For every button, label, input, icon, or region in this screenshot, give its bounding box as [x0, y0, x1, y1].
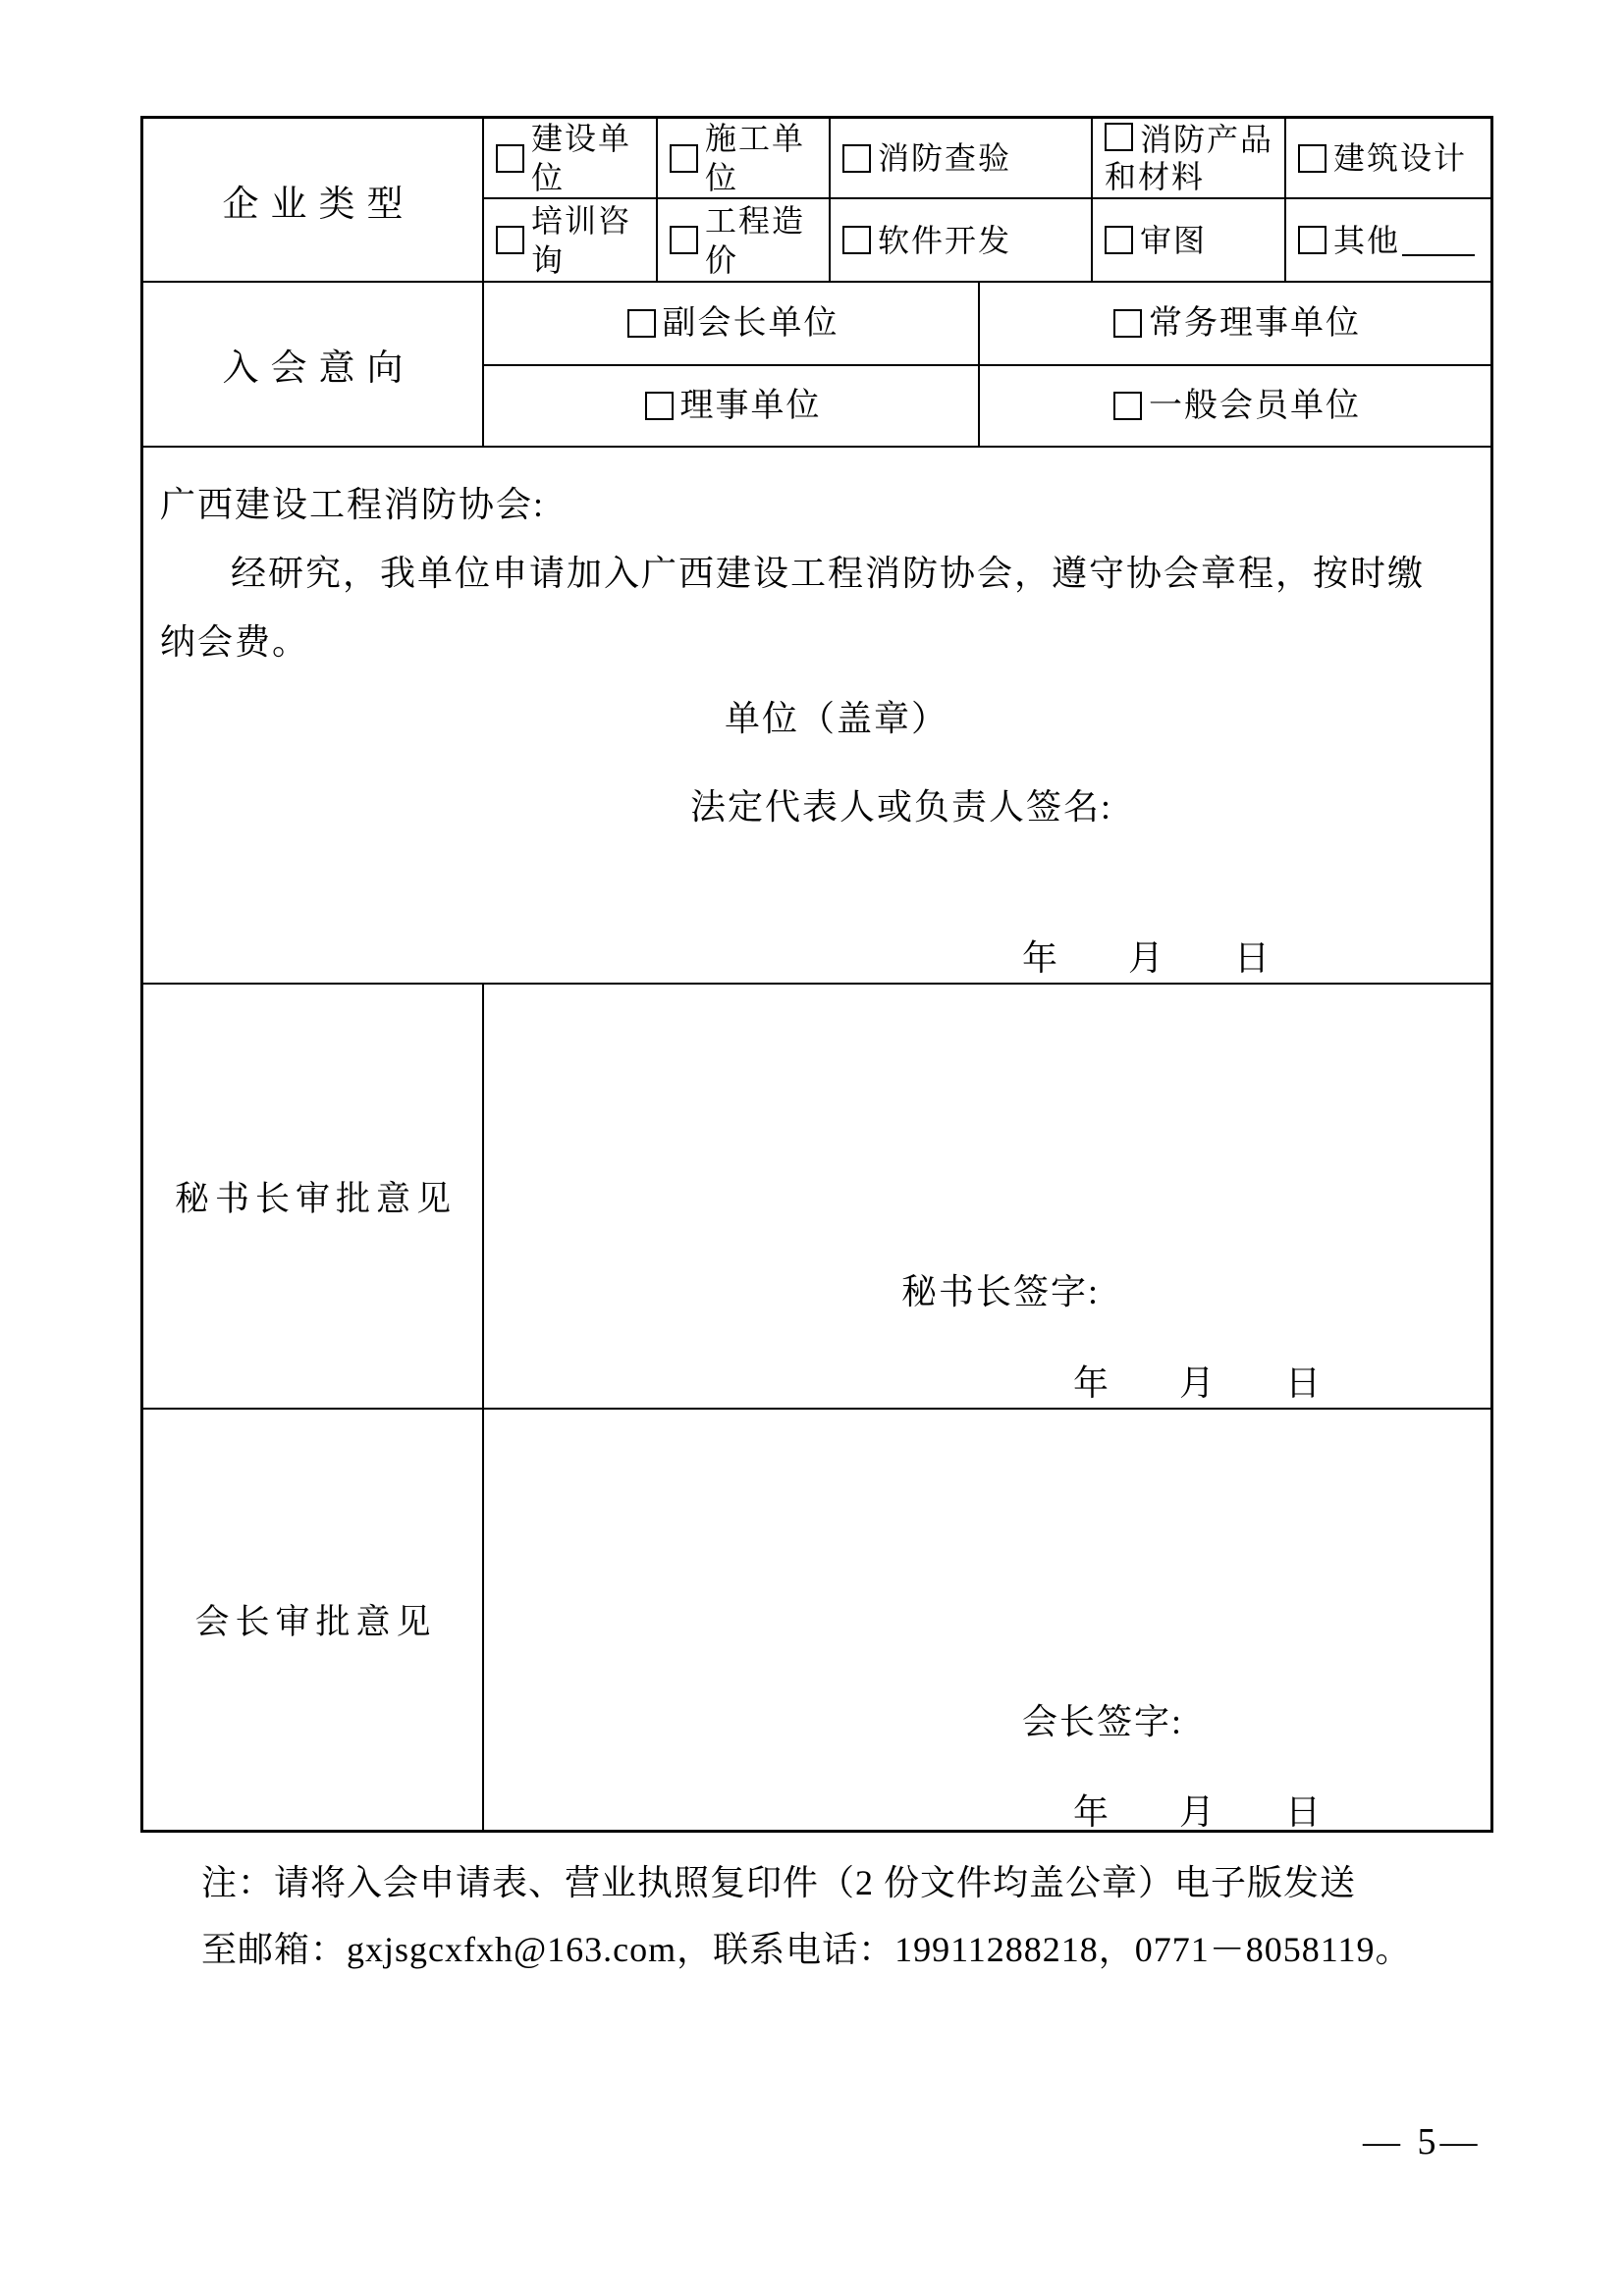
- note-line-2: 至邮箱：gxjsgcxfxh@163.com，联系电话：19911288218，0771－8058119。: [201, 1930, 1412, 1969]
- option-label: 常务理事单位: [1149, 304, 1361, 342]
- president-approval-header: [143, 1410, 484, 1830]
- enterprise-type-option-drawing-review: [1093, 199, 1286, 283]
- month-label: 月: [1179, 1792, 1216, 1830]
- secretary-approval-cell: [484, 985, 1490, 1410]
- option-label: 一般会员单位: [1149, 387, 1361, 424]
- checkbox-icon: [496, 226, 524, 254]
- enterprise-type-option-other: [1286, 199, 1490, 283]
- intent-option-executive-director-unit: [980, 283, 1490, 366]
- intent-option-general-member-unit: [980, 366, 1490, 448]
- checkbox-icon: [1298, 144, 1326, 173]
- day-label: 日: [1285, 1792, 1322, 1830]
- enterprise-type-option-fire-inspection: [831, 119, 1093, 199]
- day-label: 日: [1285, 1363, 1322, 1403]
- month-label: 月: [1128, 938, 1164, 978]
- enterprise-type-option-contractor: [658, 119, 831, 199]
- president-sign-label: 会长签字:: [1022, 1702, 1184, 1741]
- president-date-line: [1073, 1785, 1321, 1830]
- enterprise-type-option-architectural-design: [1286, 119, 1490, 199]
- checkbox-icon: [842, 144, 871, 173]
- secretary-approval-label: 秘书长审批意见: [174, 1179, 457, 1218]
- enterprise-type-option-construction: [484, 119, 658, 199]
- statement-body-line1: 经研究，我单位申请加入广西建设工程消防协会，遵守协会章程，按时缴: [231, 554, 1426, 593]
- statement-body-line2: 纳会费。: [160, 622, 310, 662]
- secretary-date-line: [1073, 1356, 1321, 1406]
- enterprise-type-option-software: [831, 199, 1093, 283]
- president-approval-label: 会长审批意见: [194, 1603, 437, 1641]
- checkbox-icon: [645, 392, 674, 420]
- month-label: 月: [1179, 1363, 1216, 1403]
- checkbox-icon: [670, 226, 698, 254]
- legal-representative-sign-label: 法定代表人或负责人签名:: [690, 787, 1113, 827]
- option-label: 消防查验: [878, 140, 1012, 176]
- application-statement-cell: [143, 448, 1490, 985]
- option-label: 副会长单位: [662, 304, 839, 342]
- enterprise-type-label: 企业类型: [222, 184, 415, 225]
- option-label: 工程造价: [705, 202, 806, 278]
- enterprise-type-option-fire-products: [1093, 119, 1286, 199]
- option-label: 软件开发: [878, 222, 1012, 258]
- blank-line: [1402, 225, 1475, 256]
- year-label: 年: [1022, 938, 1058, 978]
- application-date-line: [1022, 931, 1270, 981]
- checkbox-icon: [842, 226, 871, 254]
- secretary-approval-header: [143, 985, 484, 1410]
- option-label: 审图: [1140, 222, 1208, 258]
- checkbox-icon: [1298, 226, 1326, 254]
- option-label: 建筑设计: [1333, 140, 1468, 176]
- checkbox-icon: [627, 309, 656, 338]
- day-label: 日: [1234, 938, 1271, 978]
- note-line-1: 注：请将入会申请表、营业执照复印件（2 份文件均盖公章）电子版发送: [201, 1863, 1357, 1902]
- membership-intent-label: 入会意向: [222, 348, 415, 389]
- option-label: 施工单位: [705, 121, 806, 195]
- year-label: 年: [1073, 1792, 1110, 1830]
- checkbox-icon: [496, 144, 524, 173]
- option-label: 理事单位: [679, 387, 822, 424]
- checkbox-icon: [670, 144, 698, 173]
- unit-seal-label: 单位（盖章）: [725, 699, 949, 738]
- membership-application-table: [140, 116, 1493, 1833]
- intent-option-director-unit: [484, 366, 980, 448]
- secretary-sign-label: 秘书长签字:: [901, 1272, 1101, 1311]
- checkbox-icon: [1113, 392, 1142, 420]
- statement-salutation: 广西建设工程消防协会:: [160, 485, 546, 524]
- enterprise-type-header: [143, 119, 484, 283]
- option-label: 建设单位: [531, 121, 632, 195]
- year-label: 年: [1073, 1363, 1110, 1403]
- membership-intent-header: [143, 283, 484, 448]
- checkbox-icon: [1105, 226, 1133, 254]
- option-label: 消防产品和材料: [1105, 122, 1274, 194]
- intent-option-vice-president-unit: [484, 283, 980, 366]
- checkbox-icon: [1105, 123, 1133, 151]
- option-label: 培训咨询: [531, 202, 632, 278]
- page-number: — 5—: [1363, 2121, 1482, 2163]
- president-approval-cell: [484, 1410, 1490, 1830]
- checkbox-icon: [1113, 309, 1142, 338]
- option-label: 其他: [1333, 222, 1401, 258]
- enterprise-type-option-training: [484, 199, 658, 283]
- enterprise-type-option-cost-engineering: [658, 199, 831, 283]
